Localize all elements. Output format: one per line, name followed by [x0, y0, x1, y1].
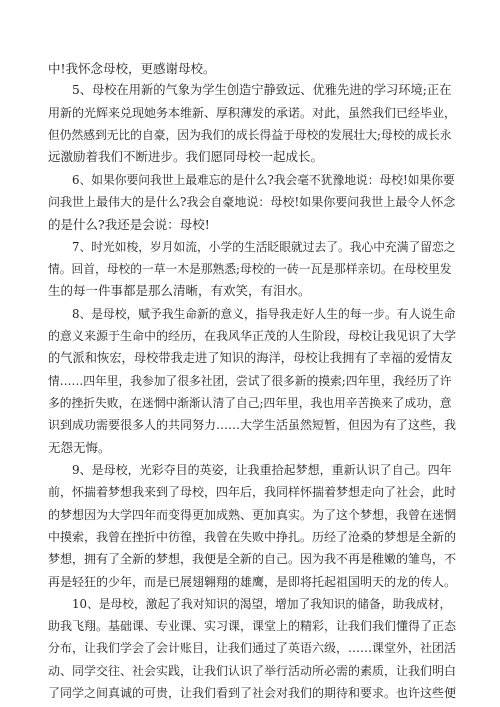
text-line: 8、是母校，赋予我生命新的意义，指导我走好人生的每一步。有人说生命	[72, 307, 456, 321]
text-line: 识到成功需要很多人的共同努力……大学生活虽然短暂，但因为有了这些，我	[48, 418, 457, 432]
text-line: 动、同学交往、社会实践，让我们认识了举行活动所必需的素质，让我们明白	[48, 664, 457, 678]
text-line: 7、时光如梭，岁月如流，小学的生活眨眼就过去了。我心中充满了留恋之	[72, 240, 456, 254]
text-line: 5、母校在用新的气象为学生创造宁静致远、优雅先进的学习环境;正在	[72, 83, 452, 97]
text-line: 的是什么?我还是会说：母校!	[48, 217, 210, 232]
text-line: 10、是母校，激起了我对知识的渴望，增加了我知识的储备，助我成材，	[72, 597, 452, 611]
text-line: 中!我怀念母校，更感谢母校。	[48, 61, 216, 76]
text-line: 助我飞翔。基础课、专业课、实习课，课堂上的精彩，让我们我们懂得了正态	[48, 619, 457, 633]
text-line: 生的每一件事都是那么清晰，有欢笑，有泪水。	[48, 283, 311, 298]
text-line: 前，怀揣着梦想我来到了母校，四年后，我同样怀揣着梦想走向了社会，此时	[48, 485, 457, 499]
text-line: 分布，让我们学会了会计账目，让我们通过了英语六级，……课堂外，社团活	[48, 641, 457, 655]
text-line: 再是轻狂的少年，而是已展翅翱翔的雄鹰，是即将托起祖国明天的龙的传人。	[48, 575, 457, 589]
text-line: 了同学之间真诚的可贵，让我们看到了社会对我们的期待和要求。也许这些便	[48, 686, 457, 700]
text-line: 中摸索，我曾在挫折中彷徨，我曾在失败中挣扎。历经了沧桑的梦想是全新的	[48, 530, 457, 544]
text-line: 情。回首，母校的一草一木是那熟悉;母校的一砖一瓦是那样亲切。在母校里发	[48, 262, 452, 276]
text-line: 情……四年里，我参加了很多社团，尝试了很多新的摸索;四年里，我经历了许	[48, 374, 452, 388]
text-line: 多的挫折失败，在迷惘中渐渐认清了自己;四年里，我也用辛苦换来了成功，意	[48, 396, 452, 410]
text-line: 无怨无悔。	[48, 440, 111, 455]
text-line: 的意义来源于生命中的经历，在我风华正茂的人生阶段，母校让我见识了大学	[48, 329, 457, 343]
text-line: 的梦想因为大学四年而变得更加成熟、更加真实。为了这个梦想，我曾在迷惘	[48, 508, 457, 522]
text-line: 远激励着我们不断进步。我们愿同母校一起成长。	[48, 149, 324, 164]
text-line: 6、如果你要问我世上最难忘的是什么?我会毫不犹豫地说：母校!如果你要	[72, 173, 455, 187]
text-line: 问我世上最伟大的是什么?我会自豪地说：母校!如果你要问我世上最令人怀念	[48, 195, 456, 209]
text-line: 但仍然感到无比的自豪，因为我们的成长得益于母校的发展壮大;母校的成长永	[48, 128, 452, 142]
text-line: 用新的光辉来兑现她务本维新、厚积薄发的承诺。对此，虽然我们已经毕业，	[48, 106, 457, 120]
text-line: 9、是母校，光彩夺目的英姿，让我重拾起梦想，重新认识了自己。四年	[72, 463, 452, 477]
text-line: 的气派和恢宏，母校带我走进了知识的海洋，母校让我拥有了幸福的爱情友	[48, 351, 453, 365]
text-line: 梦想，拥有了全新的梦想，我便是全新的自己。因为我不再是稚嫩的雏鸟，不	[48, 552, 457, 566]
